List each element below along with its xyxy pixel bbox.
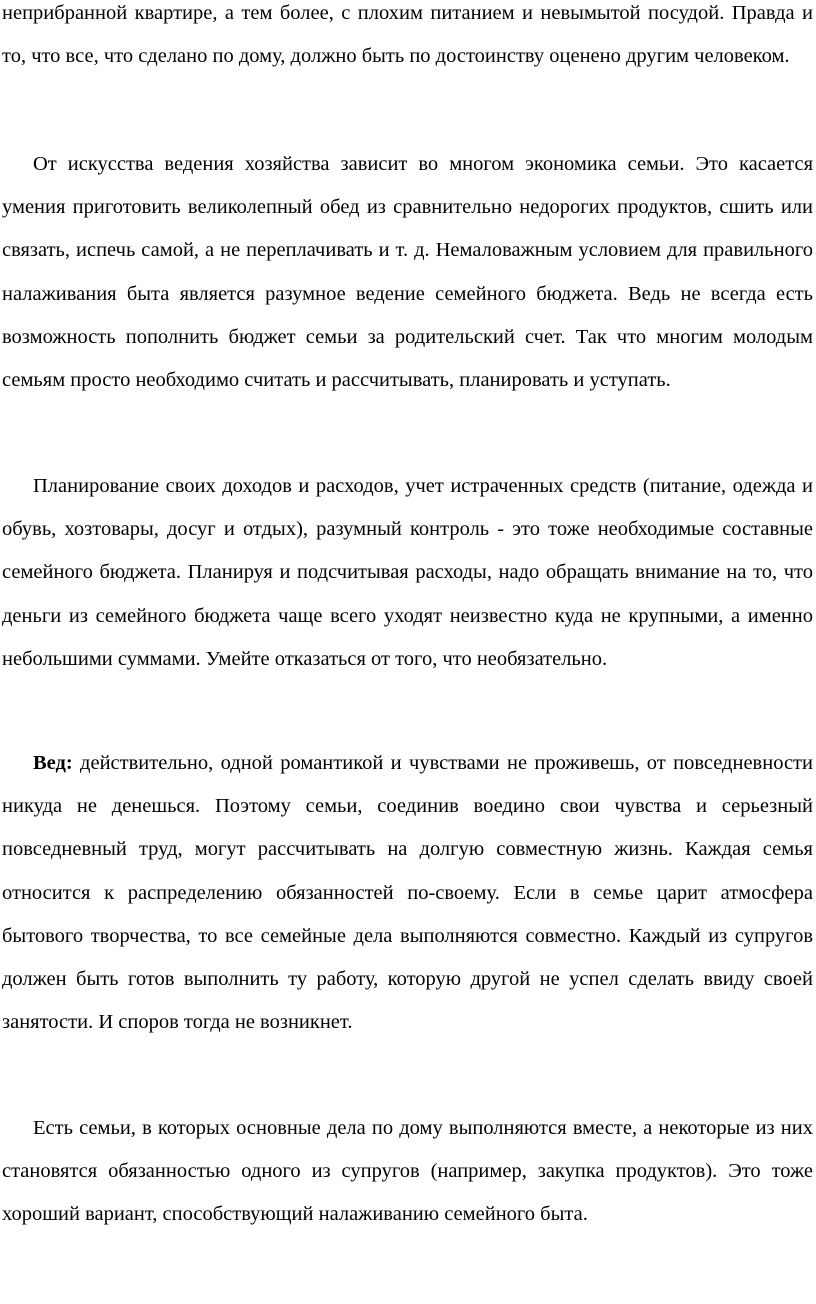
paragraph-budget-planning: Планирование своих доходов и расходов, учет истраченных средств (питание, одежда и обувь, хозтовары, досуг и отдых), разумный контроль - это тоже необходимые составные семейного бюджета. Планируя и подсчитывая расходы, надо обращать внимание на то, что деньги из семейного бюджета чаще всего уходят неизвестно куда не крупными, а именно небольшими суммами. Умейте отказаться от того, что необязательно. bbox=[2, 475, 813, 670]
paragraph-continuation: неприбранной квартире, а тем более, с плохим питанием и невымытой посудой. Правда и то, что все, что сделано по дому, должно быть по достоинству оценено другим человеком. bbox=[2, 2, 813, 68]
paragraph-shared-chores: Есть семьи, в которых основные дела по дому выполняются вместе, а некоторые из них становятся обязанностью одного из супругов (например, закупка продуктов). Это тоже хороший вариант, способствующий налаживанию семейного быта. bbox=[2, 1117, 813, 1226]
host-remark-text: действительно, одной романтикой и чувствами не проживешь, от повседневности никуда не денешься. Поэтому семьи, соединив воедино свои чувства и серьезный повседневный труд, могут рассчитывать на долгую совместную жизнь. Каждая семья относится к распределению обязанностей по-своему. Если в семье царит атмосфера бытового творчества, то все семейные дела выполняются совместно. Каждый из супругов должен быть готов выполнить ту работу, которую другой не успел сделать ввиду своей занятости. И споров тогда не возникнет. bbox=[2, 752, 813, 1034]
paragraph-host-remark bbox=[2, 742, 813, 1044]
paragraph-household-economy: От искусства ведения хозяйства зависит во многом экономика семьи. Это касается умения приготовить великолепный обед из сравнительно недорогих продуктов, сшить или связать, испечь самой, а не переплачивать и т. д. Немаловажным условием для правильного налаживания быта является разумное ведение семейного бюджета. Ведь не всегда есть возможность пополнить бюджет семьи за родительский счет. Так что многим молодым семьям просто необходимо считать и рассчитывать, планировать и уступать. bbox=[2, 153, 813, 392]
speaker-label: Вед: bbox=[33, 752, 73, 774]
